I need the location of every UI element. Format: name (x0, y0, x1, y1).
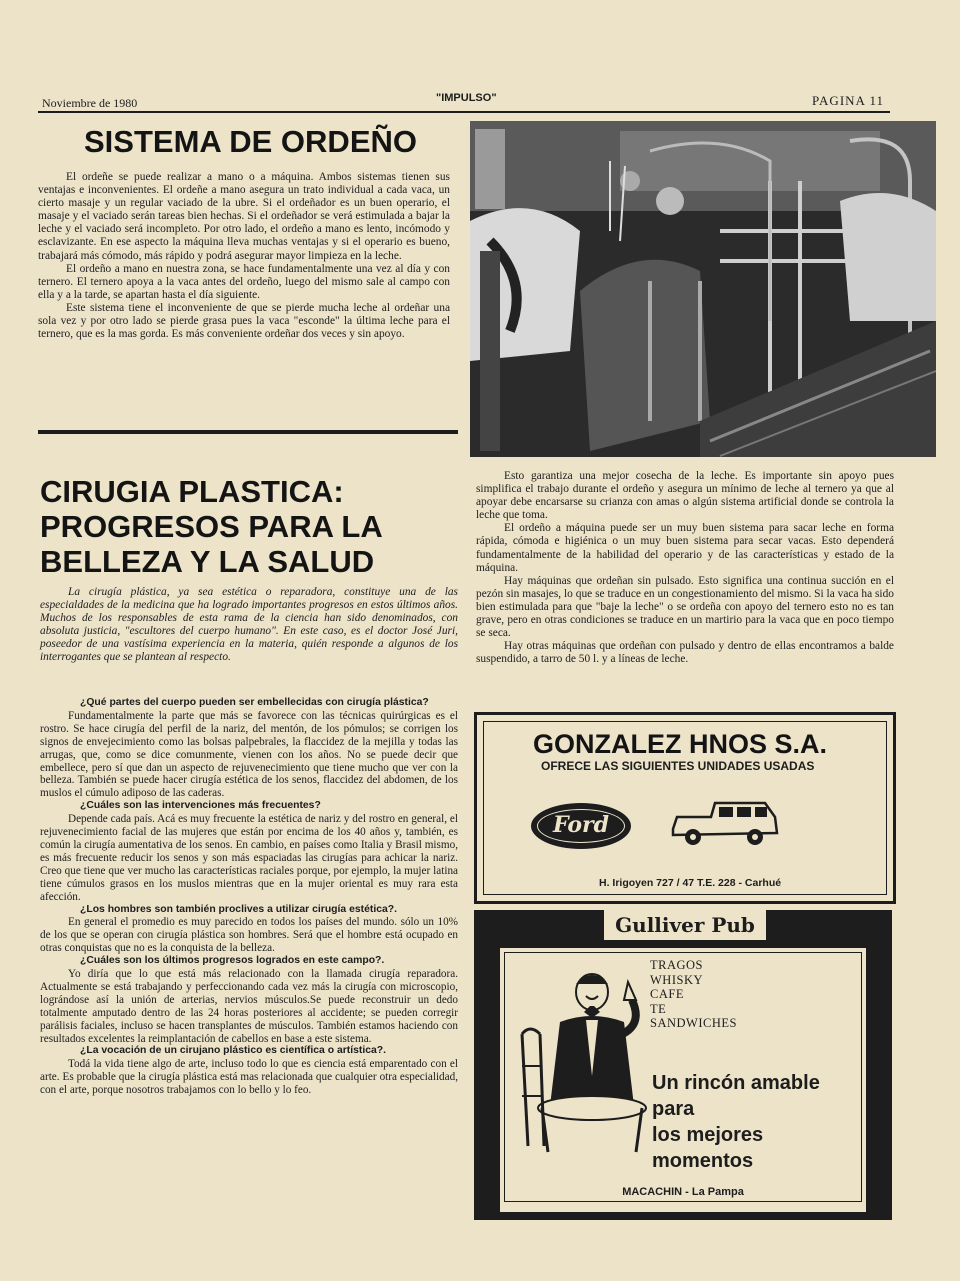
gulliver-slogan (652, 1070, 820, 1174)
article1-title: SISTEMA DE ORDEÑO (84, 124, 417, 159)
interview-question: ¿Cuáles son las intervenciones más frecuentes? (80, 800, 321, 812)
article1-cont-paragraph: Esto garantiza una mejor cosecha de la leche. Es importante sin apoyo pues simplifica el trabajo durante el ordeño y asegura un mínimo de leche al ternero ya que al apoyar debe encarsarse su crianza con amas o algún sistema artificial donde se controla la leche que toma. (476, 470, 894, 522)
slogan-line: para (652, 1098, 695, 1120)
interview-question: ¿La vocación de un cirujano plástico es científica o artística?. (80, 1045, 387, 1057)
gulliver-menu (650, 958, 737, 1031)
ford-logo (531, 803, 631, 849)
article2-body (40, 697, 458, 1097)
article1-cont-paragraph: El ordeño a máquina puede ser un muy buen sistema para sacar leche en forma rápida, cómoda e higiénica o un muy buen sistema para secar vacas. Esto dependerá fundamentalmente de la habilidad del operario y de las características y estado de la máquina. (476, 522, 894, 574)
interview-answer: Yo diría que lo que está más relacionado con la llamada cirugía reparadora. Actualmente se está trabajando y perfeccionando cada vez más la cirugía con microscopio, lográndose así la unión de arterias, nervios músculos.Se puede reconstruir un dedo totalmente amputado dentro de las 24 horas posteriores al accidente; se pueden corregir parálisis faciales, incluso se hacen transplantes de músculos. También estamos haciendo con resultados excelentes la reimplantación de cabellos en base a este sistema. (40, 968, 458, 1045)
milking-photo-graphic (470, 121, 936, 457)
article2-intro: La cirugía plástica, ya sea estética o reparadora, constituye una de las especialdades de la medicina que ha logrado importantes progresos en estos últimos años. Muchos de los responsables de esta rama de la ciencia han sido denominados, con absoluta justicia, "escultores del cuerpo humano". En este caso, es el doctor José Juri, poseedor de una vastísima experiencia en la materia, quién responde a algunos de los interrogantes que se plantean al respecto. (40, 586, 458, 664)
gonzalez-ad-tagline: OFRECE LAS SIGUIENTES UNIDADES USADAS (541, 759, 815, 773)
gulliver-location: MACACHIN - La Pampa (622, 1186, 744, 1198)
article1-continued (476, 470, 894, 666)
gulliver-ad-panel (500, 948, 866, 1212)
gonzalez-ad-name: GONZALEZ HNOS S.A. (533, 729, 828, 759)
article2-title-line: CIRUGIA PLASTICA: (40, 474, 344, 509)
interview-answer: Fundamentalmente la parte que más se favorece con las técnicas quirúrgicas es el rostro. Se hace cirugía del perfil de la nariz, del mentón, de los pómulos; se corrigen los signos de envejecimiento como las bolsas palpebrales, la flaccidez de la mejilla y todas las arrugas, que, como se dice comunmente, vienen con los años. No se puede decir que embellece, pero sí que dan un aspecto de rejuvenecimiento que tiene mucho que ver con la belleza. También se puede hacer cirugía estética de los senos, flaccidez del abdomen, de los muslos el cúmulo adiposo de las caderas. (40, 709, 458, 800)
article1-paragraph: Este sistema tiene el inconveniente de que se pierde mucha leche al ordeñar una sola vez y por otro lado se pierde grasa pues la vaca "esconde" la última leche para el ternero, que es la mas gorda. Es más conveniente ordeñar dos veces y sin apoyo. (38, 301, 450, 341)
slogan-line: momentos (652, 1150, 754, 1172)
menu-item: TE (650, 1001, 667, 1016)
milking-parlour-photo (470, 121, 936, 457)
gulliver-ad-name: Gulliver Pub (615, 913, 755, 937)
ford-logo-text: Ford (552, 812, 610, 838)
masthead-rule (38, 111, 890, 113)
article1-body (38, 171, 450, 341)
page-number: PAGINA 11 (812, 93, 884, 108)
menu-item: CAFE (650, 987, 684, 1001)
menu-item: TRAGOS (650, 958, 704, 972)
menu-item: SANDWICHES (650, 1016, 737, 1030)
article2-title (40, 474, 383, 579)
article2-title-line: BELLEZA Y LA SALUD (40, 544, 375, 579)
gonzalez-ad-address: H. Irigoyen 727 / 47 T.E. 228 - Carhué (599, 877, 782, 889)
article2-title-line: PROGRESOS PARA LA (40, 509, 383, 544)
pickup-truck-icon (669, 795, 781, 851)
slogan-line: Un rincón amable (652, 1072, 820, 1094)
gonzalez-ad (474, 712, 896, 904)
interview-answer: Depende cada país. Acá es muy frecuente la estética de nariz y del rostro en general, el rejuvenecimiento facial de las mujeres que están por encima de los 40 años y, también, es común la cirugía aumentativa de los senos. En cambio, en países como Italia y Brasil mismo, es más frecuente reducir los senos y son más espaciadas las cirugías para achicar la nariz. Creo que tiene que ver mucho las características raciales porque, por ejemplo, la mujer latina tiene cúmulos grasos en los muslos mientras que en la mujer oriental es muy rara esta afección. (40, 813, 458, 903)
interview-question: ¿Qué partes del cuerpo pueden ser embellecidas con cirugía plástica? (80, 697, 429, 708)
gulliver-banner (604, 910, 766, 940)
article1-cont-paragraph: Hay máquinas que ordeñan sin pulsado. Esto significa una continua succión en el pezón sin masajes, lo que se traduce en un congestionamiento del mismo. Si la vaca ha sido bien estimulada para que "baje la leche" o se ordeña con apoyo del ternero esto no es tan grave, pero en otras condiciones se traduce en un martirio para la vaca que en poco tiempo se seca. (476, 574, 894, 640)
interview-question: ¿Cuáles son los últimos progresos logrados en este campo?. (80, 955, 385, 967)
menu-item: WHISKY (650, 972, 703, 987)
article1-cont-paragraph: Hay otras máquinas que ordeñan con pulsado y dentro de ellas encontramos a balde suspendido, a tarro de 50 l. y a líneas de leche. (476, 640, 894, 666)
interview-question: ¿Los hombres son también proclives a utilizar cirugía estética?. (80, 903, 398, 915)
issue-date: Noviembre de 1980 (42, 96, 138, 110)
slogan-line: los mejores (652, 1124, 764, 1146)
gulliver-ad (474, 910, 892, 1220)
newspaper-name: "IMPULSO" (436, 92, 497, 104)
waiter-illustration (514, 956, 664, 1158)
section-divider (38, 430, 458, 434)
interview-answer: En general el promedio es muy parecido en todos los países del mundo. sólo un 10% de los que se operan con cirugía plástica son hombres. Será que el hombre está ocupado en otras conquistas que no es la conquista de la belleza. (40, 916, 458, 955)
interview-answer: Todá la vida tiene algo de arte, incluso todo lo que es ciencia está emparentado con el arte. Es probable que la cirugía plástica está mas relacionada que cualquier otra especialidad, con el arte, porque nosotros trabajamos con lo bello y lo feo. (40, 1058, 458, 1097)
article1-paragraph: El ordeñe se puede realizar a mano o a máquina. Ambos sistemas tienen sus ventajas e inconvenientes. El ordeñe a mano asegura un trato individual a cada vaca, un cierto masaje y un regular vaciado de la ubre. Si el ordeñador es un buen operario, el masaje y el vaciado serán tareas bien hechas. Si el ordeñador se verá estimulada a bajar la leche y el vaciado será incompleto. Por otro lado, el ordeño a mano es lento, incómodo y esclavizante. En ese aspecto la máquina lleva muchas ventajas y si el operario es bueno, trabajará más cómodo, más rápido y podrá asegurar mayor limpieza en la leche. (38, 171, 450, 262)
article1-paragraph: El ordeño a mano en nuestra zona, se hace fundamentalmente una vez al día y con ternero. El ternero apoya a la vaca antes del ordeño, luego del mismo sale al campo con ella y a la tarde, se apartan hasta el día siguiente. (38, 262, 450, 301)
